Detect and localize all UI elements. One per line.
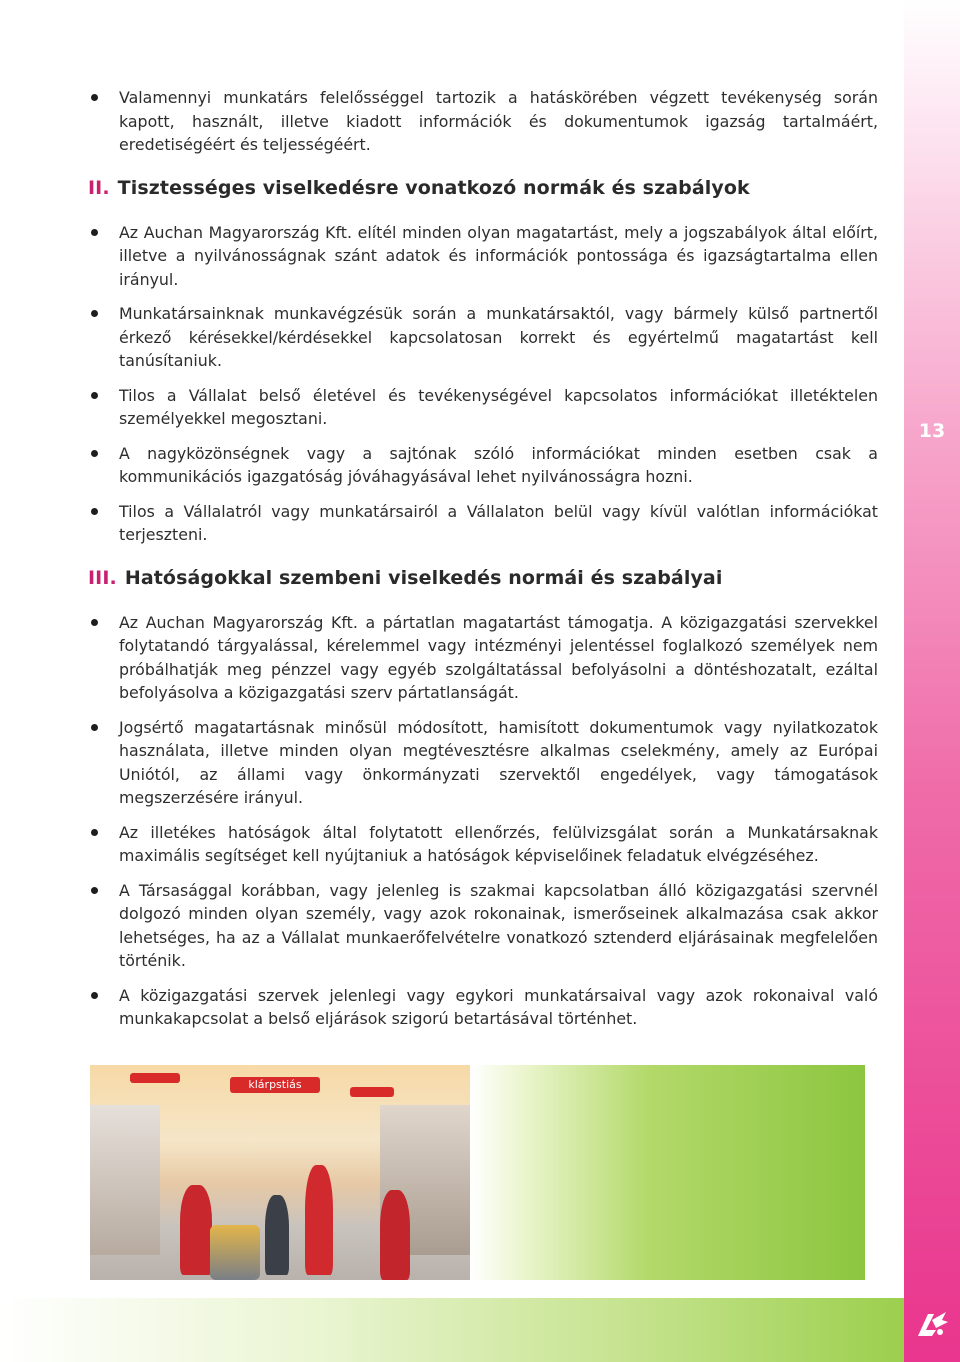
list-item: Valamennyi munkatárs felelősséggel tartozik a hatáskörében végzett tevékenység során kapott, használt, illetve kiadott információk és dokumentumok igazság tartalmáért, eredetiségéért és teljességéért. — [88, 86, 878, 157]
section-title: Hatóságokkal szembeni viselkedés normái és szabályai — [124, 566, 723, 589]
store-banner-small-2 — [350, 1087, 394, 1097]
bullet-icon — [91, 94, 98, 101]
store-banner-small — [130, 1073, 180, 1083]
bullet-icon — [91, 724, 98, 731]
shopper-figure — [265, 1195, 289, 1275]
section-number: II. — [88, 176, 110, 199]
section-3-bullet-list — [88, 611, 878, 1031]
list-item: A közigazgatási szervek jelenlegi vagy egykori munkatársaival vagy azok rokonaival való munkakapcsolat a belső eljárások szigorú betartásával történhet. — [88, 984, 878, 1031]
bullet-icon — [91, 392, 98, 399]
staff-figure — [305, 1165, 333, 1275]
bullet-icon — [91, 887, 98, 894]
section-heading-2 — [88, 177, 878, 199]
bullet-icon — [91, 229, 98, 236]
list-item: Jogsértő magatartásnak minősül módosított, hamisított dokumentumok vagy nyilatkozatok használata, illetve minden olyan megtévesztésre alkalmas cselekmény, amely az Európai Uniótól, az állami vagy önkormányzati szervektől engedélyek, vagy támogatások megszerzésére irányul. — [88, 716, 878, 810]
list-item: Munkatársainknak munkavégzésük során a munkatársaktól, vagy bármely külső partnertől érkező kérésekkel/kérdésekkel kapcsolatosan korrekt és egyértelmű magatartást kell tanúsítaniuk. — [88, 302, 878, 373]
bullet-icon — [91, 450, 98, 457]
green-panel — [470, 1065, 865, 1280]
page-content — [88, 86, 878, 1042]
side-color-strip — [904, 0, 960, 1362]
bullet-icon — [91, 992, 98, 999]
section-title: Tisztességes viselkedésre vonatkozó normák és szabályok — [117, 176, 750, 199]
list-item: Tilos a Vállalatról vagy munkatársairól a Vállalaton belül vagy kívül valótlan információkat terjeszteni. — [88, 500, 878, 547]
list-item: Az illetékes hatóságok által folytatott ellenőrzés, felülvizsgálat során a Munkatársaknak maximális segítséget kell nyújtaniuk a hatóságok képviselőinek feladatuk elvégzéséhez. — [88, 821, 878, 868]
list-item: Az Auchan Magyarország Kft. a pártatlan magatartást támogatja. A közigazgatási szervekkel folytatandó tárgyalással, kérelemmel vagy intézményi jelentéssel foglalkozó személyek nem próbálhatják meg pénzzel vagy egyéb szolgáltatással befolyásolni a döntéshozatalt, ezáltal befolyásolva a közigazgatási szerv pártatlanságát. — [88, 611, 878, 705]
list-item: Tilos a Vállalat belső életével és tevékenységével kapcsolatos információkat illetéktelen személyekkel megosztani. — [88, 384, 878, 431]
shopper-figure — [210, 1225, 260, 1280]
bullet-icon — [91, 508, 98, 515]
store-banner: klárpstiás — [230, 1077, 320, 1093]
shelf-left — [90, 1105, 160, 1255]
staff-figure — [180, 1185, 212, 1275]
auchan-bird-logo-icon — [914, 1306, 950, 1342]
supermarket-photo — [90, 1065, 470, 1280]
section-heading-3 — [88, 567, 878, 589]
bullet-icon — [91, 310, 98, 317]
intro-bullet-list — [88, 86, 878, 157]
section-2-bullet-list — [88, 221, 878, 547]
bullet-icon — [91, 619, 98, 626]
bottom-green-band — [0, 1298, 904, 1362]
staff-figure — [380, 1190, 410, 1280]
photo-band — [90, 1065, 865, 1280]
list-item: Az Auchan Magyarország Kft. elítél minden olyan magatartást, mely a jogszabályok által előírt, illetve a nyilvánosságnak szánt adatok és információk pontossága és igazságtartalma ellen irányul. — [88, 221, 878, 292]
list-item: A nagyközönségnek vagy a sajtónak szóló információkat minden esetben csak a kommunikációs igazgatóság jóváhagyásával lehet nyilvánosságra hozni. — [88, 442, 878, 489]
bullet-icon — [91, 829, 98, 836]
page-number: 13 — [918, 420, 946, 442]
section-number: III. — [88, 566, 117, 589]
list-item: A Társasággal korábban, vagy jelenleg is szakmai kapcsolatban álló közigazgatási szervnél dolgozó minden olyan személy, vagy azok rokonainak, ismerőseinek alkalmazása csak akkor lehetséges, ha az a Vállalat munkaerőfelvételre vonatkozó sztenderd eljárásainak megfelelően történik. — [88, 879, 878, 973]
